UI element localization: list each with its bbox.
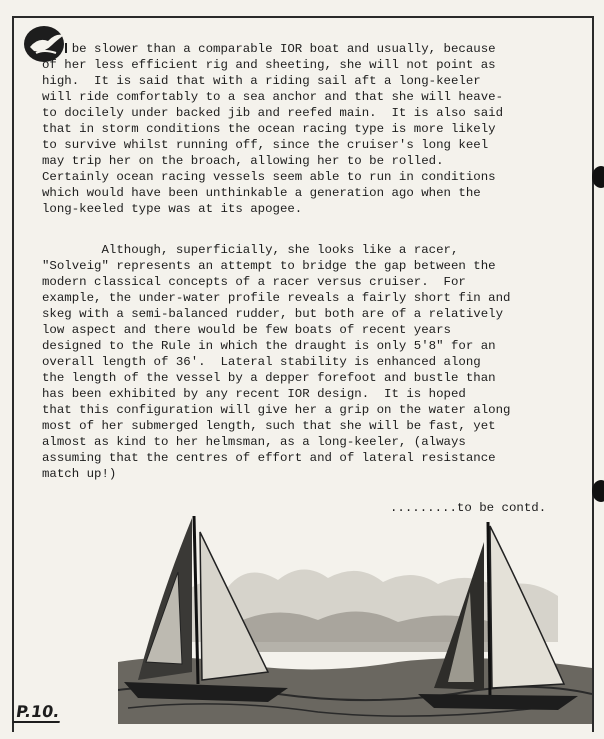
text-line: of her less efficient rig and sheeting, she will not point as bbox=[42, 58, 496, 72]
punch-hole bbox=[592, 166, 604, 188]
page-number: P.10. bbox=[13, 702, 63, 723]
text-line: example, the under-water profile reveals a fairly short fin and bbox=[42, 291, 511, 305]
text-line: designed to the Rule in which the draught is only 5'8" for an bbox=[42, 339, 496, 353]
text-line: that in storm conditions the ocean racing type is more likely bbox=[42, 122, 496, 136]
text-line: will ride comfortably to a sea anchor and that she will heave- bbox=[42, 90, 504, 104]
text-line: "Solveig" represents an attempt to bridge the gap between the bbox=[42, 259, 496, 273]
text-line: most of her submerged length, such that she will be fast, yet bbox=[42, 419, 496, 433]
continued-note: .........to be contd. bbox=[390, 501, 547, 515]
sailing-ships-illustration bbox=[118, 512, 592, 724]
text-line: that this configuration will give her a grip on the water along bbox=[42, 403, 511, 417]
paragraph-2 bbox=[42, 242, 562, 482]
punch-hole bbox=[592, 480, 604, 502]
text-line: which would have been unthinkable a generation ago when the bbox=[42, 186, 481, 200]
text-line: long-keeled type was at its apogee. bbox=[42, 202, 303, 216]
text-line: may trip her on the broach, allowing her to be rolled. bbox=[42, 154, 444, 168]
paragraph-1 bbox=[42, 41, 562, 217]
text-line: low aspect and there would be few boats of recent years bbox=[42, 323, 451, 337]
text-line: assuming that the centres of effort and of lateral resistance bbox=[42, 451, 496, 465]
text-line: skeg with a semi-balanced rudder, but both are of a relatively bbox=[42, 307, 504, 321]
text-line: modern classical concepts of a racer versus cruiser. For bbox=[42, 275, 466, 289]
text-line: almost as kind to her helmsman, as a long-keeler, (always bbox=[42, 435, 466, 449]
text-line: has been exhibited by any recent IOR design. It is hoped bbox=[42, 387, 466, 401]
text-line: the length of the vessel by a depper forefoot and bustle than bbox=[42, 371, 496, 385]
text-line: overall length of 36'. Lateral stability is enhanced along bbox=[42, 355, 481, 369]
text-line: to docilely under backed jib and reefed main. It is also said bbox=[42, 106, 504, 120]
text-line: match up!) bbox=[42, 467, 117, 481]
text-line: Certainly ocean racing vessels seem able to run in conditions bbox=[42, 170, 496, 184]
text-line: Although, superficially, she looks like a racer, bbox=[42, 243, 459, 257]
text-line: high. It is said that with a riding sail aft a long-keeler bbox=[42, 74, 481, 88]
text-line: be slower than a comparable IOR boat and usually, because bbox=[42, 42, 496, 56]
text-line: to survive whilst running off, since the cruiser's long keel bbox=[42, 138, 489, 152]
